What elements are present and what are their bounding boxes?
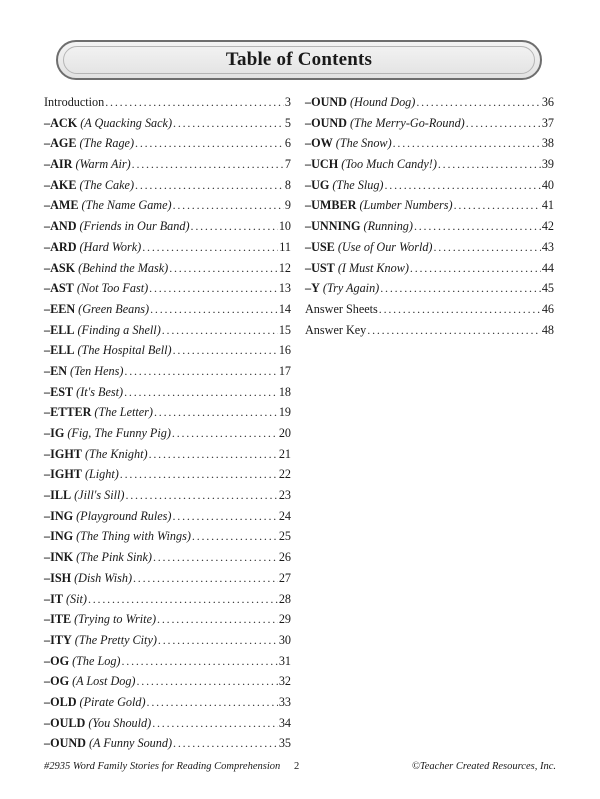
toc-entry-page: 16 [278,343,291,358]
dot-leader [173,733,278,754]
toc-entry-family: –UCH [305,157,339,172]
footer-copyright: ©Teacher Created Resources, Inc. [411,761,556,772]
toc-entry-family: –ELL [44,322,75,337]
dot-leader [173,113,284,134]
toc-entry-title: (Warm Air) [75,157,131,172]
dot-leader [158,630,278,651]
dot-leader [124,382,278,403]
dot-leader [149,444,278,465]
toc-entry [305,299,554,320]
toc-entry-title: (Fig, The Funny Pig) [67,426,171,440]
dot-leader [191,216,278,237]
toc-entry [44,258,291,279]
toc-column-right [305,92,554,340]
toc-entry-family: –IG [44,426,65,440]
toc-entry [305,320,554,341]
toc-entry-page: 44 [541,260,554,275]
toc-entry-title: (Try Again) [322,281,380,296]
toc-entry-family: –ITY [44,632,72,647]
toc-entry-family: –OLD [44,694,77,709]
toc-entry-page: 41 [541,198,554,213]
toc-entry-page: 45 [541,281,554,296]
toc-entry-title: (Too Much Candy!) [341,157,437,172]
toc-entry-family: –OW [305,136,333,151]
dot-leader [147,692,278,713]
toc-entry-title: (Friends in Our Band) [79,219,190,234]
dot-leader [105,92,284,113]
toc-entry-title: (The Name Game) [81,198,172,213]
toc-entry-family: –OUND [305,95,347,109]
toc-entry [305,154,554,175]
dot-leader [132,154,284,175]
dot-leader [124,361,277,382]
toc-entry-title: (Running) [363,219,413,234]
dot-leader [416,92,540,113]
dot-leader [120,464,278,485]
toc-entry-title: (The Snow) [335,136,392,151]
toc-entry [44,506,291,527]
toc-entry-page: 15 [278,322,291,337]
toc-entry-page: 11 [279,239,291,254]
toc-entry-page: 12 [278,260,291,275]
toc-entry-family: –EEN [44,301,76,316]
toc-entry-family: –UNNING [305,219,361,234]
toc-entry-page: 19 [278,405,291,420]
toc-entry-page: 14 [278,301,291,316]
toc-entry [44,299,291,320]
toc-entry-page: 48 [541,322,554,337]
toc-entry [44,464,291,485]
dot-leader [125,485,277,506]
toc-entry-family: –OUND [305,115,347,130]
dot-leader [173,340,278,361]
toc-entry-family: –OG [44,653,70,668]
toc-entry-page: 6 [284,136,291,151]
toc-entry [44,216,291,237]
toc-entry-family: –IGHT [44,446,82,461]
toc-entry-title: (Hound Dog) [349,95,416,109]
dot-leader [172,423,278,444]
toc-entry [44,402,291,423]
toc-entry-page: 46 [541,301,554,316]
toc-entry [44,609,291,630]
toc-entry-page: 5 [284,115,291,130]
dot-leader [153,547,278,568]
toc-entry-page: 20 [278,426,291,440]
dot-leader [393,133,541,154]
toc-entry [44,278,291,299]
toc-entry-title: (The Log) [72,653,121,668]
toc-entry-page: 38 [541,136,554,151]
toc-entry-title: Answer Sheets [305,301,378,316]
toc-entry-page: 37 [541,115,554,130]
toc-entry-title: (Ten Hens) [70,363,124,378]
toc-entry-title: (Pirate Gold) [79,694,146,709]
toc-entry-title: (A Funny Sound) [88,736,173,751]
toc-entry-title: (Sit) [65,591,87,606]
dot-leader [192,526,278,547]
toc-entry-page: 26 [278,550,291,565]
dot-leader [454,195,541,216]
dot-leader [172,506,277,527]
toc-entry-family: –ETTER [44,405,92,420]
toc-entry-title: (The Pretty City) [74,632,157,647]
toc-entry-family: –ELL [44,343,75,358]
toc-entry [305,278,554,299]
toc-entry-title: (The Cake) [79,177,135,192]
toc-entry [44,382,291,403]
toc-entry-family: –INK [44,550,74,565]
toc-entry-family: –ASK [44,260,76,275]
dot-leader [152,713,278,734]
dot-leader [410,258,541,279]
toc-entry [44,671,291,692]
toc-entry-family: –AME [44,198,79,213]
toc-entry-page: 42 [541,219,554,234]
toc-entry [44,423,291,444]
toc-entry-family: –OUND [44,736,86,751]
toc-entry-page: 21 [278,446,291,461]
toc-column-left [44,92,291,754]
toc-entry-title: (Jill's Sill) [74,488,125,503]
toc-entry-page: 40 [541,177,554,192]
dot-leader [88,589,278,610]
toc-entry-title: (The Thing with Wings) [76,529,191,544]
toc-entry-page: 28 [278,591,291,606]
toc-entry-title: (Light) [84,467,119,482]
toc-entry [44,175,291,196]
toc-entry-title: (Not Too Fast) [76,281,149,296]
toc-entry [44,713,291,734]
dot-leader [169,258,278,279]
toc-entry [305,237,554,258]
dot-leader [173,195,284,216]
toc-entry-family: –AST [44,281,74,296]
toc-entry-title: (The Rage) [79,136,135,151]
toc-entry-title: Answer Key [305,322,367,337]
toc-entry-family: –UST [305,260,335,275]
toc-entry-title: (Finding a Shell) [77,322,161,337]
toc-entry [305,113,554,134]
toc-entry-family: –UMBER [305,198,357,213]
toc-entry-title: (The Letter) [94,405,153,420]
toc-entry-family: –USE [305,239,335,254]
toc-entry [44,547,291,568]
toc-entry-title: Introduction [44,95,105,109]
toc-entry-title: (You Should) [88,715,152,730]
toc-entry-title: (It's Best) [76,384,124,399]
toc-entry-family: –OULD [44,715,86,730]
toc-entry-page: 22 [278,467,291,482]
toc-entry-family: –AGE [44,136,77,151]
toc-entry [44,237,291,258]
dot-leader [367,320,541,341]
toc-entry-page: 43 [541,239,554,254]
page-title: Table of Contents [225,49,373,70]
dot-leader [379,299,541,320]
toc-entry [44,692,291,713]
toc-entry-page: 24 [278,508,291,523]
toc-entry [44,92,291,113]
toc-entry [305,133,554,154]
toc-entry-page: 10 [278,219,291,234]
toc-entry-page: 30 [278,632,291,647]
dot-leader [150,299,278,320]
toc-entry-title: (A Lost Dog) [72,674,136,689]
toc-entry-title: (A Quacking Sack) [80,115,173,130]
dot-leader [133,568,278,589]
page-footer [44,761,556,772]
toc-entry [44,154,291,175]
toc-entry-page: 29 [278,612,291,627]
toc-entry-family: –OG [44,674,70,689]
toc-entry-family: –Y [305,281,320,296]
toc-entry [44,485,291,506]
toc-entry-title: (Use of Our World) [337,239,433,254]
toc-entry-title: (The Merry-Go-Round) [349,115,465,130]
toc-entry [44,340,291,361]
dot-leader [135,133,284,154]
dot-leader [154,402,278,423]
toc-entry-family: –AND [44,219,77,234]
toc-entry-page: 33 [278,694,291,709]
toc-entry-family: –ING [44,529,74,544]
dot-leader [434,237,541,258]
toc-entry-family: –ISH [44,570,72,585]
dot-leader [142,237,278,258]
toc-entry-family: –AIR [44,157,73,172]
toc-entry-page: 17 [278,363,291,378]
toc-entry-family: –ILL [44,488,72,503]
toc-entry [44,133,291,154]
toc-entry-page: 3 [284,95,291,109]
toc-entry [44,630,291,651]
toc-entry-title: (The Pink Sink) [76,550,152,565]
toc-entry [305,216,554,237]
toc-entry-page: 36 [541,95,554,109]
toc-entry [305,175,554,196]
toc-entry-family: –IGHT [44,467,82,482]
toc-entry-family: –ING [44,508,74,523]
toc-entry-title: (The Slug) [332,177,384,192]
toc-entry-page: 32 [278,674,291,689]
toc-entry [44,113,291,134]
toc-entry [44,195,291,216]
dot-leader [438,154,541,175]
toc-entry-title: (The Knight) [84,446,148,461]
toc-entry-family: –ITE [44,612,72,627]
toc-entry-page: 34 [278,715,291,730]
dot-leader [135,175,284,196]
toc-entry-page: 27 [278,570,291,585]
dot-leader [121,651,277,672]
toc-entry-page: 25 [278,529,291,544]
toc-entry [44,733,291,754]
toc-entry-family: –EN [44,363,68,378]
toc-entry [44,444,291,465]
toc-entry [44,320,291,341]
footer-book-title: #2935 Word Family Stories for Reading Comprehension [44,761,281,772]
toc-entry-title: (Playground Rules) [76,508,172,523]
toc-entry-page: 39 [541,157,554,172]
toc-entry [44,361,291,382]
toc-entry-page: 8 [284,177,291,192]
toc-entry [44,568,291,589]
toc-entry-title: (Trying to Write) [74,612,157,627]
toc-entry-page: 9 [284,198,291,213]
toc-entry-title: (The Hospital Bell) [77,343,172,358]
toc-entry-family: –IT [44,591,63,606]
toc-entry-page: 7 [284,157,291,172]
dot-leader [157,609,278,630]
dot-leader [380,278,541,299]
toc-entry-title: (Green Beans) [78,301,150,316]
toc-entry-family: –ACK [44,115,78,130]
toc-entry [305,195,554,216]
toc-entry [305,92,554,113]
toc-entry-title: (Lumber Numbers) [359,198,453,213]
toc-entry-family: –AKE [44,177,77,192]
toc-entry-page: 31 [278,653,291,668]
toc-entry-title: (Hard Work) [79,239,142,254]
toc-entry-page: 13 [278,281,291,296]
dot-leader [414,216,541,237]
dot-leader [466,113,541,134]
dot-leader [137,671,278,692]
toc-entry [44,589,291,610]
toc-entry-page: 35 [278,736,291,751]
dot-leader [162,320,278,341]
toc-entry [305,258,554,279]
toc-entry-family: –UG [305,177,330,192]
toc-entry-page: 18 [278,384,291,399]
toc-entry-title: (Dish Wish) [74,570,132,585]
toc-entry-title: (I Must Know) [337,260,409,275]
dot-leader [385,175,541,196]
dot-leader [149,278,278,299]
toc-entry-family: –EST [44,384,74,399]
toc-entry-page: 23 [278,488,291,503]
toc-entry-family: –ARD [44,239,77,254]
toc-entry [44,651,291,672]
footer-page-number: 2 [294,761,300,772]
toc-entry-title: (Behind the Mask) [78,260,169,275]
title-banner [56,40,542,80]
toc-entry [44,526,291,547]
